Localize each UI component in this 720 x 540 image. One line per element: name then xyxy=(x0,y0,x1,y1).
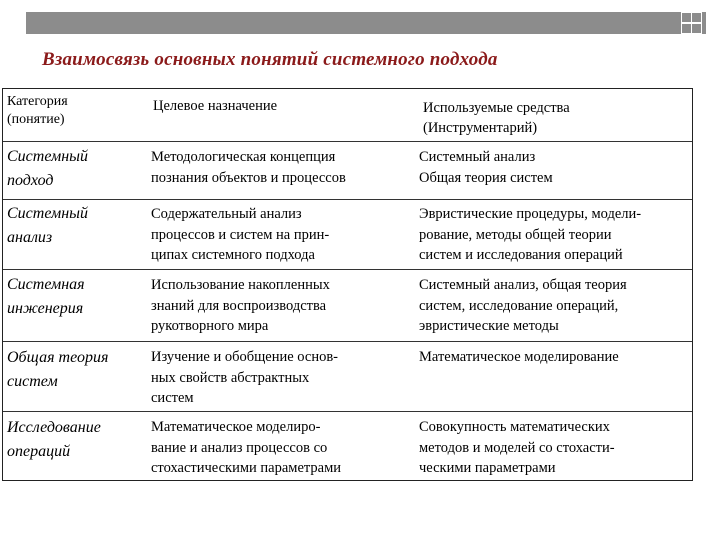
row-category: Общая теория систем xyxy=(7,349,109,390)
concepts-table xyxy=(2,88,693,481)
table-row xyxy=(3,341,692,410)
row-purpose: Математическое моделиро- вание и анализ процессов со стохастическими параметрами xyxy=(151,419,342,476)
row-tools: Совокупность математических методов и моделей со стохасти- ческими параметрами xyxy=(419,419,615,476)
table-row xyxy=(3,411,692,482)
row-tools: Системный анализ, общая теория систем, исследование операций, эвристические методы xyxy=(419,277,627,334)
table-header-row xyxy=(3,93,692,139)
top-decorative-bar xyxy=(26,12,706,34)
row-tools: Математическое моделирование xyxy=(419,349,619,365)
header-purpose: Целевое назначение xyxy=(153,98,278,114)
header-tools: Используемые средства (Инструментарий) xyxy=(423,100,570,136)
row-category: Системная инженерия xyxy=(7,276,85,317)
row-purpose: Методологическая концепция познания объектов и процессов xyxy=(151,149,346,186)
row-tools: Системный анализ Общая теория систем xyxy=(419,149,553,186)
row-purpose: Использование накопленных знаний для воспроизводства рукотворного мира xyxy=(151,277,330,334)
row-category: Системный анализ xyxy=(7,205,89,246)
row-category: Системный подход xyxy=(7,148,89,189)
row-purpose: Изучение и обобщение основ- ных свойств абстрактных систем xyxy=(151,349,339,406)
table-row xyxy=(3,141,692,198)
row-category: Исследование операций xyxy=(7,419,101,460)
table-row xyxy=(3,199,692,268)
header-category: Категория (понятие) xyxy=(7,94,68,127)
table-row xyxy=(3,269,692,340)
row-purpose: Содержательный анализ процессов и систем на прин- ципах системного подхода xyxy=(151,206,330,263)
row-tools: Эвристические процедуры, модели- рование, методы общей теории систем и исследования операций xyxy=(419,206,642,263)
slide-title: Взаимосвязь основных понятий системного подхода xyxy=(42,49,498,70)
